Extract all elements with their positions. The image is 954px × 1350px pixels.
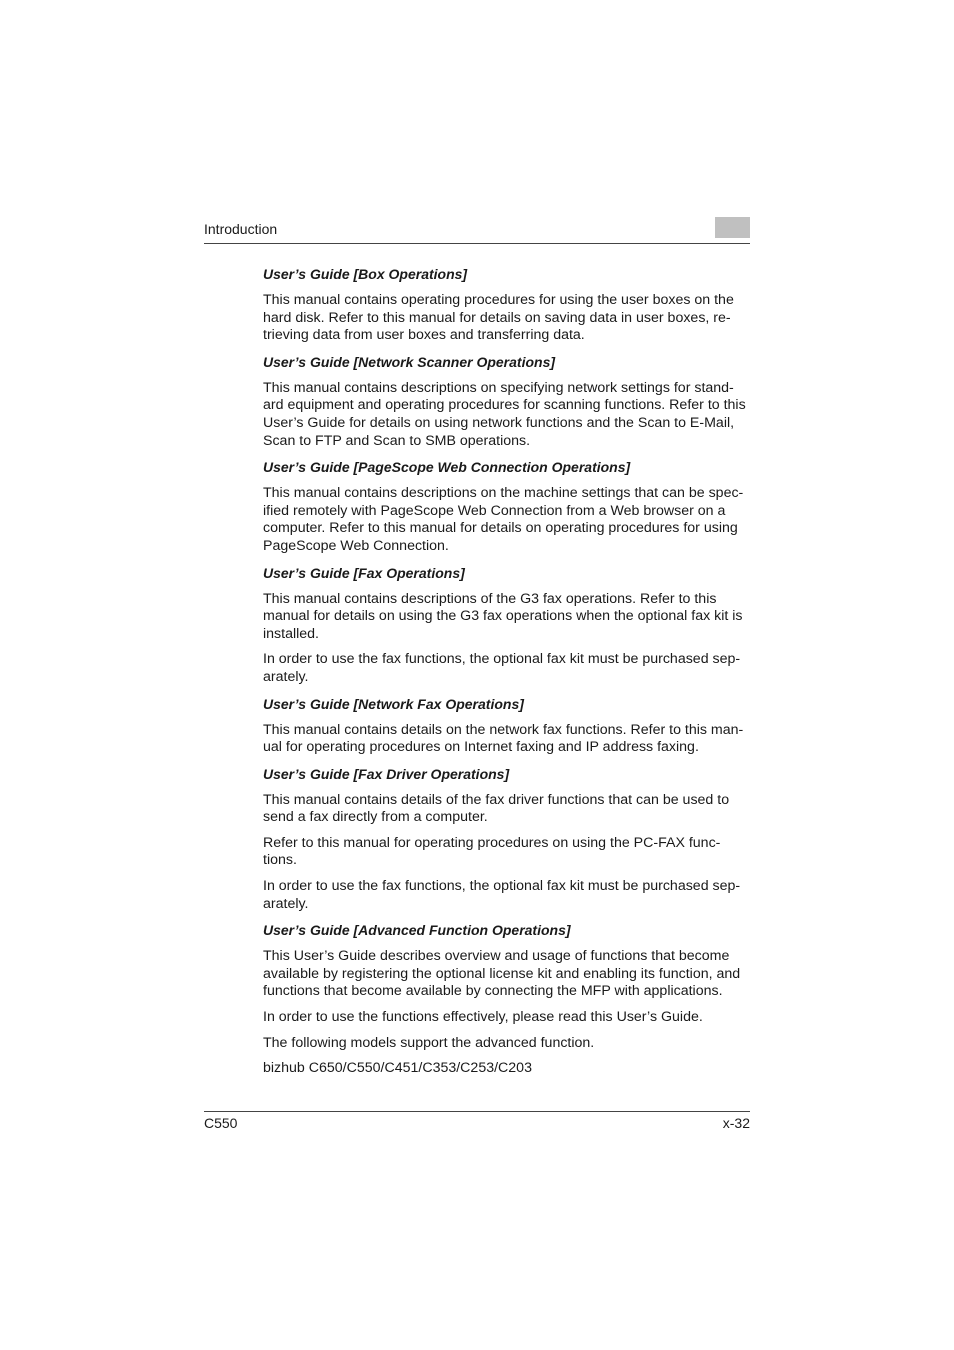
section-paragraph: This manual contains details of the fax driver functions that can be used to send a fax directly from a computer. [263, 791, 730, 826]
section-paragraph: In order to use the fax functions, the optional fax kit must be purchased sep-arately. [263, 878, 741, 912]
section-heading: User’s Guide [PageScope Web Connection Operations] [263, 459, 631, 476]
header-tab-marker [715, 217, 750, 238]
page-header [204, 219, 750, 244]
section [263, 765, 753, 914]
section-heading: User’s Guide [Advanced Function Operations] [263, 922, 571, 939]
header-title: Introduction [204, 221, 278, 237]
section-heading: User’s Guide [Fax Driver Operations] [263, 765, 510, 782]
footer-model: C550 [204, 1115, 238, 1131]
footer-page-number: x-32 [722, 1115, 750, 1131]
section-paragraph: In order to use the fax functions, the optional fax kit must be purchased sep-arately. [263, 651, 741, 685]
section-heading: User’s Guide [Network Scanner Operations] [263, 353, 556, 370]
section-paragraph: This manual contains descriptions on the machine settings that can be spec-ified remotely with PageScope Web Connection from a Web browser on a computer. Refer to this manual for details on operating procedures for using PageScope Web Connection. [263, 485, 744, 554]
section-paragraph: The following models support the advanced function. [263, 1034, 595, 1051]
section-paragraph: This manual contains descriptions on specifying network settings for stand-ard equipment and operating procedures for scanning functions. Refer to this User’s Guide for details on using network functions and the Scan to E-Mail, Scan to FTP and Scan to SMB operations. [263, 379, 746, 449]
section [263, 353, 753, 450]
main-content [263, 265, 753, 1086]
section [263, 265, 753, 345]
section-paragraph: This manual contains operating procedures for using the user boxes on the hard disk. Refer to this manual for details on saving data in user boxes, re-trieving data from user boxes and transferring data. [263, 292, 734, 344]
section-heading: User’s Guide [Box Operations] [263, 266, 468, 282]
section-paragraph: bizhub C650/C550/C451/C353/C253/C203 [263, 1060, 532, 1077]
section-paragraph: This manual contains descriptions of the G3 fax operations. Refer to this manual for details on using the G3 fax operations when the optional fax kit is installed. [263, 590, 743, 642]
section-heading: User’s Guide [Network Fax Operations] [263, 695, 524, 712]
section [263, 458, 753, 555]
section [263, 921, 753, 1078]
section-paragraph: This manual contains details on the network fax functions. Refer to this man-ual for operating procedures on Internet faxing and IP address faxing. [263, 721, 744, 756]
section-paragraph: Refer to this manual for operating procedures on using the PC-FAX func-tions. [263, 834, 721, 869]
section-paragraph: This User’s Guide describes overview and usage of functions that become available by registering the optional license kit and enabling its function, and functions that become available by connecting the MFP with applications. [263, 948, 741, 1000]
section-heading: User’s Guide [Fax Operations] [263, 564, 465, 581]
section [263, 564, 753, 687]
page-footer [204, 1111, 750, 1131]
section [263, 695, 753, 757]
section-paragraph: In order to use the functions effectively, please read this User’s Guide. [263, 1009, 703, 1026]
